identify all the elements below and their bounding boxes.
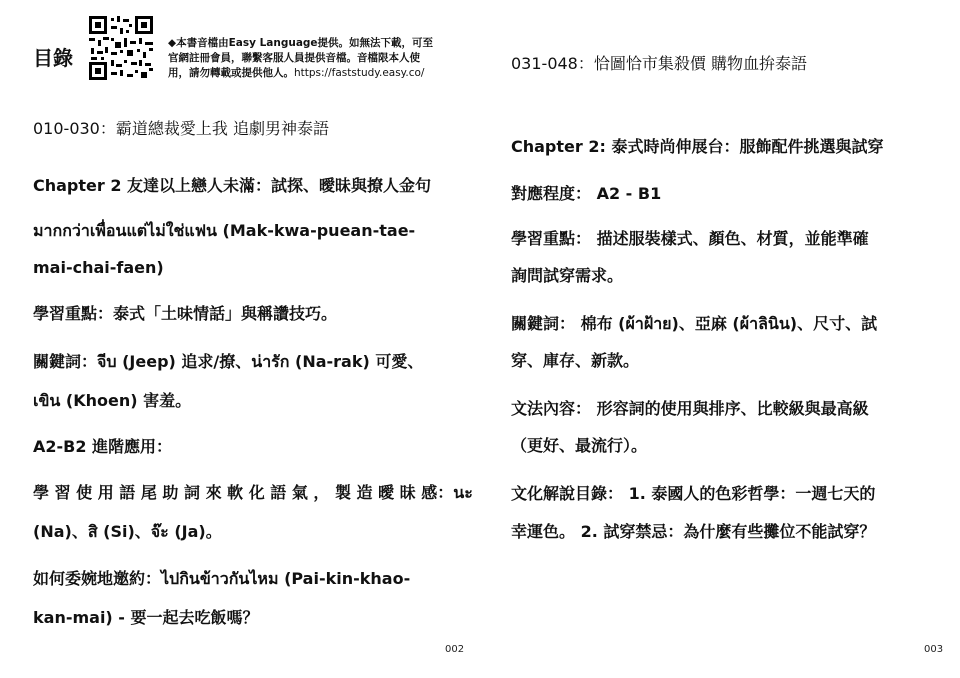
content-line: Chapter 2: 泰式時尚伸展台：服飾配件挑選與試穿 (511, 137, 884, 156)
content-line: 關鍵詞： 棉布 (ผ้าฝ้าย)、亞麻 (ผ้าลินิน)、尺寸、試 (511, 314, 878, 333)
notice-line: ◆本書音檔由Easy Language提供。如無法下載，可至 (168, 37, 434, 49)
page-number: 002 (445, 644, 465, 655)
content-line: 對應程度： A2 - B1 (511, 184, 662, 203)
notice-text: 用，請勿轉載或提供他人。 (168, 67, 294, 79)
audio-notice (168, 36, 448, 81)
section-range: 010-030：霸道總裁愛上我 追劇男神泰語 (33, 119, 329, 138)
content-line: 學習重點：泰式「土味情話」與稱讚技巧。 (33, 304, 338, 323)
content-line: (Na)、สิ (Si)、จ๊ะ (Ja)。 (33, 522, 222, 541)
content-line: （更好、最流行）。 (511, 436, 648, 455)
content-line: mai-chai-faen) (33, 258, 164, 277)
content-line: kan-mai) - 要一起去吃飯嗎？ (33, 608, 259, 627)
right-page (480, 0, 960, 678)
content-line: เขิน (Khoen) 害羞。 (33, 391, 192, 410)
content-line: 詢問試穿需求。 (511, 266, 624, 285)
notice-line (168, 66, 448, 81)
notice-line: 官網註冊會員，聯繫客服人員提供音檔。音檔限本人使 (168, 52, 420, 64)
content-line: มากกว่าเพื่อนแต่ไม่ใช่แฟน (Mak-kwa-puean-tae- (33, 221, 416, 240)
content-line: 學 習 使 用 語 尾 助 詞 來 軟 化 語 氣 ， 製 造 曖 昧 感：นะ (33, 483, 473, 502)
content-line: 文化解說目錄： 1. 泰國人的色彩哲學：一週七天的 (511, 484, 876, 503)
content-line: 幸運色。 2. 試穿禁忌：為什麼有些攤位不能試穿？ (511, 522, 876, 541)
content-line: 文法內容： 形容詞的使用與排序、比較級與最高級 (511, 399, 869, 418)
content-line: 關鍵詞：จีบ (Jeep) 追求/撩、น่ารัก (Na-rak) 可愛、 (33, 352, 424, 371)
content-line: 如何委婉地邀約：ไปกินข้าวกันไหม (Pai-kin-khao- (33, 569, 411, 588)
qr-code-icon[interactable] (89, 16, 153, 80)
notice-url-link[interactable]: https://faststudy.easy.co/ (294, 67, 425, 79)
content-line: 學習重點： 描述服裝樣式、顏色、材質，並能準確 (511, 229, 869, 248)
section-range: 031-048：恰圖恰市集殺價 購物血拚泰語 (511, 54, 807, 73)
content-line: A2-B2 進階應用： (33, 437, 173, 456)
content-line: Chapter 2 友達以上戀人未滿：試探、曖昧與撩人金句 (33, 176, 432, 195)
page-title: 目錄 (33, 46, 73, 70)
page-number: 003 (924, 644, 944, 655)
content-line: 穿、庫存、新款。 (511, 351, 640, 370)
